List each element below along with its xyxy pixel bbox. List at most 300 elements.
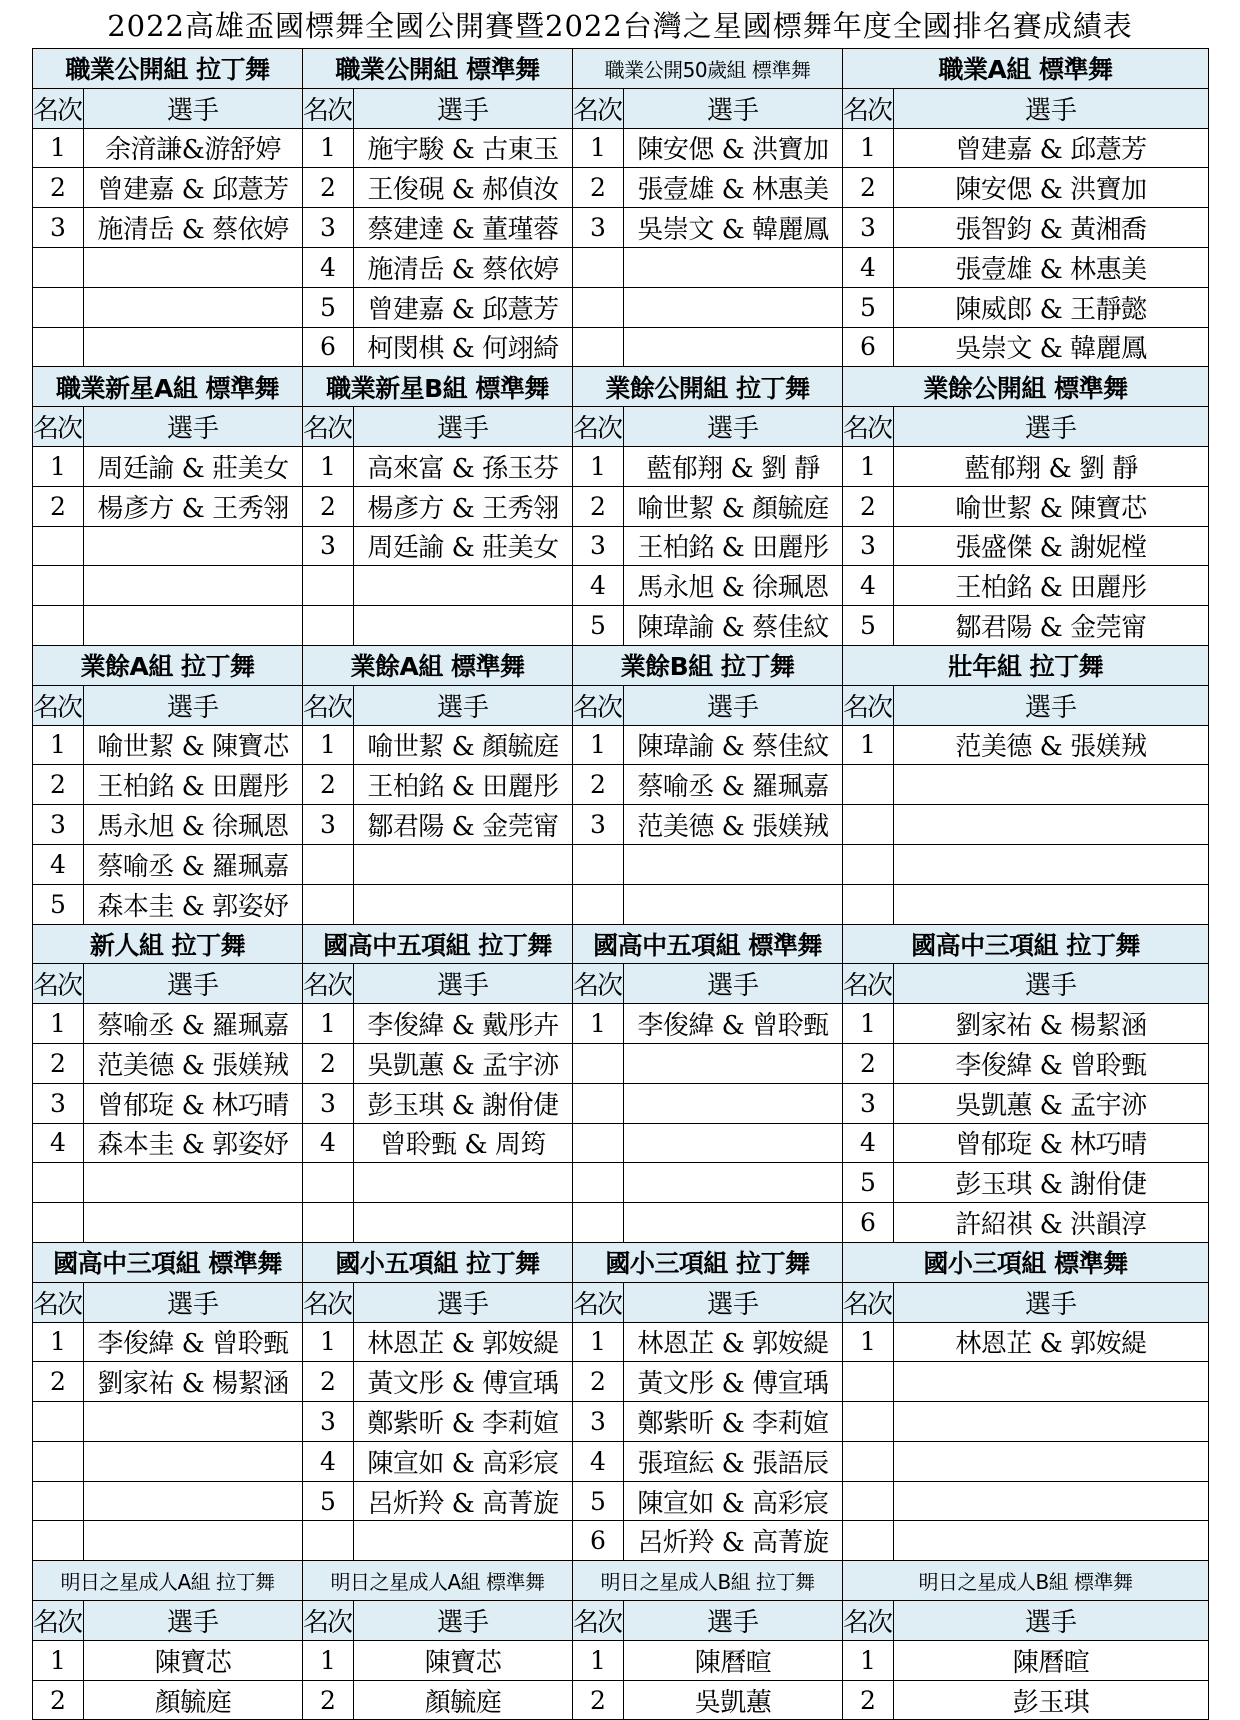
rank-cell: 2	[303, 168, 354, 208]
player-pair-cell: 曾郁琁 & 林巧晴	[894, 1123, 1209, 1163]
empty-cell	[894, 1521, 1209, 1561]
empty-cell	[843, 1481, 894, 1521]
table-row	[33, 566, 1209, 606]
rank-cell: 2	[843, 1043, 894, 1083]
player-pair-cell: 王柏銘 & 田麗彤	[894, 566, 1209, 606]
empty-cell	[33, 1481, 84, 1521]
rank-column-label: 名次	[573, 1282, 624, 1322]
table-row	[33, 168, 1209, 208]
group-title: 職業公開50歲組 標準舞	[573, 49, 843, 89]
empty-cell	[573, 1123, 624, 1163]
group-title: 職業公開組 標準舞	[303, 49, 573, 89]
empty-cell	[573, 844, 624, 884]
player-column-label: 選手	[354, 964, 573, 1004]
rank-column-label: 名次	[303, 88, 354, 128]
player-pair-cell: 喻世絜 & 顏毓庭	[624, 486, 843, 526]
rank-cell: 2	[573, 765, 624, 805]
empty-cell	[33, 1441, 84, 1481]
player-pair-cell: 蔡喻丞 & 羅珮嘉	[84, 844, 303, 884]
empty-cell	[894, 805, 1209, 845]
player-pair-cell: 馬永旭 & 徐珮恩	[84, 805, 303, 845]
table-row	[33, 844, 1209, 884]
rank-cell: 3	[303, 1402, 354, 1442]
rank-cell: 5	[303, 1481, 354, 1521]
table-row	[33, 1481, 1209, 1521]
player-pair-cell: 陳安偲 & 洪寶加	[894, 168, 1209, 208]
player-pair-cell: 林恩芷 & 郭姲緹	[624, 1322, 843, 1362]
rank-column-label: 名次	[843, 1601, 894, 1641]
rank-cell: 3	[303, 526, 354, 566]
empty-cell	[573, 287, 624, 327]
player-pair-cell: 黃文彤 & 傅宣瑀	[624, 1362, 843, 1402]
empty-cell	[303, 884, 354, 924]
rank-cell: 2	[303, 1362, 354, 1402]
rank-cell: 1	[843, 128, 894, 168]
player-column-label: 選手	[84, 964, 303, 1004]
rank-cell: 1	[303, 128, 354, 168]
empty-cell	[573, 1043, 624, 1083]
group-title: 國小五項組 拉丁舞	[303, 1242, 573, 1282]
player-pair-cell: 藍郁翔 & 劉 靜	[894, 446, 1209, 486]
player-pair-cell: 張壹雄 & 林惠美	[624, 168, 843, 208]
player-column-label: 選手	[894, 88, 1209, 128]
rank-cell: 3	[843, 1083, 894, 1123]
empty-cell	[354, 566, 573, 606]
rank-cell: 1	[573, 725, 624, 765]
rank-column-label: 名次	[303, 407, 354, 447]
empty-cell	[573, 1163, 624, 1203]
player-column-label: 選手	[624, 88, 843, 128]
rank-column-label: 名次	[303, 1601, 354, 1641]
empty-cell	[573, 884, 624, 924]
empty-cell	[84, 1481, 303, 1521]
rank-cell: 1	[33, 446, 84, 486]
player-column-label: 選手	[624, 964, 843, 1004]
rank-cell: 1	[843, 725, 894, 765]
empty-cell	[33, 1203, 84, 1243]
player-pair-cell: 王柏銘 & 田麗彤	[84, 765, 303, 805]
table-row	[33, 1362, 1209, 1402]
player-pair-cell: 楊彥方 & 王秀翎	[84, 486, 303, 526]
empty-cell	[354, 606, 573, 646]
rank-cell: 4	[303, 1441, 354, 1481]
section-header-row	[33, 1561, 1209, 1601]
player-pair-cell: 馬永旭 & 徐珮恩	[624, 566, 843, 606]
player-pair-cell: 張瑄紜 & 張語辰	[624, 1441, 843, 1481]
player-pair-cell: 彭玉琪 & 謝佾倢	[354, 1083, 573, 1123]
rank-cell: 2	[573, 486, 624, 526]
empty-cell	[573, 247, 624, 287]
empty-cell	[894, 844, 1209, 884]
table-row	[33, 327, 1209, 367]
player-pair-cell: 范美德 & 張媄羢	[894, 725, 1209, 765]
empty-cell	[84, 1402, 303, 1442]
rank-cell: 6	[843, 327, 894, 367]
player-pair-cell: 曾郁琁 & 林巧晴	[84, 1083, 303, 1123]
player-column-label: 選手	[894, 1601, 1209, 1641]
player-pair-cell: 蔡喻丞 & 羅珮嘉	[84, 1004, 303, 1044]
empty-cell	[843, 765, 894, 805]
column-label-row	[33, 88, 1209, 128]
player-pair-cell: 彭玉琪	[894, 1680, 1209, 1720]
rank-cell: 1	[303, 1004, 354, 1044]
table-row	[33, 486, 1209, 526]
empty-cell	[624, 1203, 843, 1243]
empty-cell	[894, 884, 1209, 924]
rank-column-label: 名次	[573, 407, 624, 447]
player-column-label: 選手	[84, 407, 303, 447]
empty-cell	[624, 844, 843, 884]
group-title: 壯年組 拉丁舞	[843, 645, 1209, 685]
empty-cell	[33, 606, 84, 646]
column-label-row	[33, 1282, 1209, 1322]
player-pair-cell: 喻世絜 & 顏毓庭	[354, 725, 573, 765]
rank-cell: 1	[303, 446, 354, 486]
player-pair-cell: 陳寶芯	[354, 1640, 573, 1680]
player-pair-cell: 張盛傑 & 謝妮樘	[894, 526, 1209, 566]
player-pair-cell: 鄭紫昕 & 李莉媗	[354, 1402, 573, 1442]
rank-cell: 4	[303, 247, 354, 287]
player-column-label: 選手	[624, 685, 843, 725]
rank-cell: 4	[573, 566, 624, 606]
player-pair-cell: 鄒君陽 & 金莞甯	[354, 805, 573, 845]
table-row	[33, 1203, 1209, 1243]
player-pair-cell: 呂炘羚 & 高菁旋	[624, 1521, 843, 1561]
player-pair-cell: 施清岳 & 蔡依婷	[354, 247, 573, 287]
player-pair-cell: 陳威郎 & 王靜懿	[894, 287, 1209, 327]
player-pair-cell: 鄭紫昕 & 李莉媗	[624, 1402, 843, 1442]
rank-cell: 2	[33, 1680, 84, 1720]
empty-cell	[84, 1521, 303, 1561]
group-title: 業餘A組 拉丁舞	[33, 645, 303, 685]
player-pair-cell: 王柏銘 & 田麗彤	[354, 765, 573, 805]
group-title: 明日之星成人A組 拉丁舞	[33, 1561, 303, 1601]
player-pair-cell: 彭玉琪 & 謝佾倢	[894, 1163, 1209, 1203]
empty-cell	[303, 1163, 354, 1203]
rank-cell: 2	[303, 765, 354, 805]
rank-cell: 1	[303, 1640, 354, 1680]
rank-cell: 2	[33, 1043, 84, 1083]
player-pair-cell: 范美德 & 張媄羢	[624, 805, 843, 845]
empty-cell	[843, 1362, 894, 1402]
player-pair-cell: 曾聆甄 & 周筠	[354, 1123, 573, 1163]
rank-cell: 3	[33, 208, 84, 248]
player-pair-cell: 吳崇文 & 韓麗鳳	[624, 208, 843, 248]
rank-cell: 4	[573, 1441, 624, 1481]
section-header-row	[33, 367, 1209, 407]
rank-cell: 2	[33, 486, 84, 526]
column-label-row	[33, 1601, 1209, 1641]
empty-cell	[843, 1441, 894, 1481]
player-column-label: 選手	[84, 1282, 303, 1322]
table-row	[33, 1322, 1209, 1362]
empty-cell	[894, 1441, 1209, 1481]
player-pair-cell: 喻世絜 & 陳寶芯	[894, 486, 1209, 526]
table-row	[33, 1640, 1209, 1680]
empty-cell	[303, 844, 354, 884]
rank-cell: 5	[33, 884, 84, 924]
rank-cell: 3	[303, 208, 354, 248]
rank-cell: 3	[573, 208, 624, 248]
table-row	[33, 725, 1209, 765]
table-row	[33, 1163, 1209, 1203]
player-pair-cell: 李俊緯 & 曾聆甄	[84, 1322, 303, 1362]
rank-cell: 4	[33, 844, 84, 884]
empty-cell	[33, 327, 84, 367]
player-pair-cell: 曾建嘉 & 邱薏芳	[894, 128, 1209, 168]
rank-column-label: 名次	[33, 964, 84, 1004]
empty-cell	[354, 1203, 573, 1243]
empty-cell	[303, 1203, 354, 1243]
player-pair-cell: 陳瑋諭 & 蔡佳紋	[624, 725, 843, 765]
rank-column-label: 名次	[573, 964, 624, 1004]
group-title: 職業新星A組 標準舞	[33, 367, 303, 407]
empty-cell	[84, 566, 303, 606]
empty-cell	[84, 526, 303, 566]
player-column-label: 選手	[84, 685, 303, 725]
rank-cell: 1	[303, 725, 354, 765]
rank-cell: 4	[33, 1123, 84, 1163]
rank-column-label: 名次	[303, 1282, 354, 1322]
rank-column-label: 名次	[843, 88, 894, 128]
player-column-label: 選手	[894, 1282, 1209, 1322]
group-title: 國高中五項組 標準舞	[573, 924, 843, 964]
player-pair-cell: 森本圭 & 郭姿妤	[84, 1123, 303, 1163]
rank-cell: 1	[33, 1322, 84, 1362]
rank-cell: 3	[843, 526, 894, 566]
group-title: 國高中五項組 拉丁舞	[303, 924, 573, 964]
player-pair-cell: 許紹祺 & 洪韻淳	[894, 1203, 1209, 1243]
empty-cell	[303, 606, 354, 646]
table-row	[33, 1521, 1209, 1561]
player-pair-cell: 周廷諭 & 莊美女	[354, 526, 573, 566]
empty-cell	[624, 1083, 843, 1123]
rank-column-label: 名次	[33, 685, 84, 725]
rank-cell: 4	[303, 1123, 354, 1163]
player-pair-cell: 陳曆暄	[894, 1640, 1209, 1680]
player-pair-cell: 陳安偲 & 洪寶加	[624, 128, 843, 168]
player-pair-cell: 吳崇文 & 韓麗鳳	[894, 327, 1209, 367]
player-column-label: 選手	[624, 1282, 843, 1322]
player-column-label: 選手	[354, 407, 573, 447]
rank-cell: 1	[573, 1322, 624, 1362]
group-title: 職業A組 標準舞	[843, 49, 1209, 89]
rank-column-label: 名次	[303, 685, 354, 725]
empty-cell	[624, 287, 843, 327]
rank-column-label: 名次	[33, 1282, 84, 1322]
player-column-label: 選手	[354, 1601, 573, 1641]
rank-cell: 2	[33, 168, 84, 208]
rank-column-label: 名次	[573, 1601, 624, 1641]
rank-column-label: 名次	[573, 685, 624, 725]
rank-cell: 4	[843, 247, 894, 287]
table-row	[33, 446, 1209, 486]
table-row	[33, 526, 1209, 566]
empty-cell	[894, 1362, 1209, 1402]
empty-cell	[843, 1402, 894, 1442]
player-column-label: 選手	[624, 407, 843, 447]
player-pair-cell: 藍郁翔 & 劉 靜	[624, 446, 843, 486]
player-pair-cell: 顏毓庭	[84, 1680, 303, 1720]
player-pair-cell: 陳寶芯	[84, 1640, 303, 1680]
player-pair-cell: 陳曆暄	[624, 1640, 843, 1680]
rank-cell: 3	[303, 805, 354, 845]
player-column-label: 選手	[894, 407, 1209, 447]
rank-cell: 1	[843, 1004, 894, 1044]
column-label-row	[33, 407, 1209, 447]
rank-cell: 3	[573, 1402, 624, 1442]
empty-cell	[84, 247, 303, 287]
rank-column-label: 名次	[843, 964, 894, 1004]
empty-cell	[624, 327, 843, 367]
player-pair-cell: 范美德 & 張媄羢	[84, 1043, 303, 1083]
empty-cell	[84, 606, 303, 646]
rank-column-label: 名次	[843, 685, 894, 725]
player-pair-cell: 林恩芷 & 郭姲緹	[894, 1322, 1209, 1362]
table-row	[33, 765, 1209, 805]
empty-cell	[894, 765, 1209, 805]
rank-cell: 2	[573, 1680, 624, 1720]
empty-cell	[354, 1163, 573, 1203]
empty-cell	[84, 327, 303, 367]
empty-cell	[84, 1203, 303, 1243]
column-label-row	[33, 685, 1209, 725]
player-column-label: 選手	[84, 88, 303, 128]
player-pair-cell: 施清岳 & 蔡依婷	[84, 208, 303, 248]
rank-cell: 4	[843, 1123, 894, 1163]
rank-cell: 6	[843, 1203, 894, 1243]
table-row	[33, 247, 1209, 287]
table-row	[33, 1083, 1209, 1123]
rank-cell: 2	[573, 168, 624, 208]
group-title: 業餘B組 拉丁舞	[573, 645, 843, 685]
empty-cell	[354, 884, 573, 924]
column-label-row	[33, 964, 1209, 1004]
rank-cell: 1	[303, 1322, 354, 1362]
table-row	[33, 1680, 1209, 1720]
player-pair-cell: 高來富 & 孫玉芬	[354, 446, 573, 486]
player-pair-cell: 曾建嘉 & 邱薏芳	[84, 168, 303, 208]
empty-cell	[624, 1123, 843, 1163]
rank-column-label: 名次	[33, 88, 84, 128]
empty-cell	[624, 1163, 843, 1203]
empty-cell	[33, 1402, 84, 1442]
empty-cell	[33, 1521, 84, 1561]
rank-cell: 2	[843, 486, 894, 526]
rank-cell: 5	[843, 606, 894, 646]
page-title: 2022高雄盃國標舞全國公開賽暨2022台灣之星國標舞年度全國排名賽成績表	[107, 9, 1133, 43]
table-row	[33, 1123, 1209, 1163]
group-title: 國小三項組 拉丁舞	[573, 1242, 843, 1282]
player-pair-cell: 陳宣如 & 高彩宸	[354, 1441, 573, 1481]
empty-cell	[624, 247, 843, 287]
rank-cell: 2	[843, 1680, 894, 1720]
rank-cell: 2	[303, 1043, 354, 1083]
empty-cell	[354, 1521, 573, 1561]
table-row	[33, 606, 1209, 646]
rank-cell: 6	[573, 1521, 624, 1561]
rank-column-label: 名次	[303, 964, 354, 1004]
player-column-label: 選手	[354, 88, 573, 128]
rank-cell: 5	[303, 287, 354, 327]
empty-cell	[624, 1043, 843, 1083]
rank-column-label: 名次	[33, 407, 84, 447]
rank-column-label: 名次	[843, 1282, 894, 1322]
player-pair-cell: 劉家祐 & 楊絜涵	[894, 1004, 1209, 1044]
player-pair-cell: 施宇駿 & 古東玉	[354, 128, 573, 168]
group-title: 職業公開組 拉丁舞	[33, 49, 303, 89]
empty-cell	[84, 1163, 303, 1203]
player-pair-cell: 余湇謙&游舒婷	[84, 128, 303, 168]
rank-cell: 1	[843, 1322, 894, 1362]
rank-cell: 5	[573, 1481, 624, 1521]
player-pair-cell: 柯閔棋 & 何翊綺	[354, 327, 573, 367]
empty-cell	[894, 1481, 1209, 1521]
rank-cell: 3	[573, 526, 624, 566]
rank-column-label: 名次	[573, 88, 624, 128]
table-row	[33, 208, 1209, 248]
rank-cell: 1	[33, 725, 84, 765]
player-pair-cell: 李俊緯 & 曾聆甄	[894, 1043, 1209, 1083]
table-row	[33, 805, 1209, 845]
rank-cell: 5	[573, 606, 624, 646]
empty-cell	[573, 327, 624, 367]
player-pair-cell: 吳凱蕙 & 孟宇洂	[354, 1043, 573, 1083]
rank-cell: 3	[33, 1083, 84, 1123]
player-pair-cell: 呂炘羚 & 高菁旋	[354, 1481, 573, 1521]
group-title: 明日之星成人A組 標準舞	[303, 1561, 573, 1601]
empty-cell	[33, 526, 84, 566]
player-pair-cell: 顏毓庭	[354, 1680, 573, 1720]
rank-cell: 2	[573, 1362, 624, 1402]
player-pair-cell: 張智鈞 & 黃湘喬	[894, 208, 1209, 248]
rank-column-label: 名次	[33, 1601, 84, 1641]
player-pair-cell: 蔡建達 & 董瑾蓉	[354, 208, 573, 248]
table-row	[33, 1402, 1209, 1442]
group-title: 國高中三項組 拉丁舞	[843, 924, 1209, 964]
empty-cell	[843, 884, 894, 924]
empty-cell	[33, 247, 84, 287]
empty-cell	[84, 1441, 303, 1481]
player-column-label: 選手	[354, 1282, 573, 1322]
group-title: 業餘A組 標準舞	[303, 645, 573, 685]
group-title: 國小三項組 標準舞	[843, 1242, 1209, 1282]
player-pair-cell: 黃文彤 & 傅宣瑀	[354, 1362, 573, 1402]
table-row	[33, 884, 1209, 924]
rank-cell: 2	[33, 1362, 84, 1402]
rank-cell: 3	[303, 1083, 354, 1123]
player-pair-cell: 森本圭 & 郭姿妤	[84, 884, 303, 924]
empty-cell	[303, 566, 354, 606]
player-pair-cell: 陳瑋諭 & 蔡佳紋	[624, 606, 843, 646]
rank-cell: 5	[843, 1163, 894, 1203]
empty-cell	[33, 566, 84, 606]
empty-cell	[33, 287, 84, 327]
rank-cell: 2	[843, 168, 894, 208]
player-column-label: 選手	[624, 1601, 843, 1641]
rank-cell: 1	[33, 128, 84, 168]
player-pair-cell: 周廷諭 & 莊美女	[84, 446, 303, 486]
rank-cell: 6	[303, 327, 354, 367]
section-header-row	[33, 49, 1209, 89]
player-pair-cell: 林恩芷 & 郭姲緹	[354, 1322, 573, 1362]
player-pair-cell: 楊彥方 & 王秀翎	[354, 486, 573, 526]
group-title: 業餘公開組 拉丁舞	[573, 367, 843, 407]
table-row	[33, 1043, 1209, 1083]
rank-cell: 3	[843, 208, 894, 248]
table-row	[33, 287, 1209, 327]
rank-cell: 1	[573, 446, 624, 486]
